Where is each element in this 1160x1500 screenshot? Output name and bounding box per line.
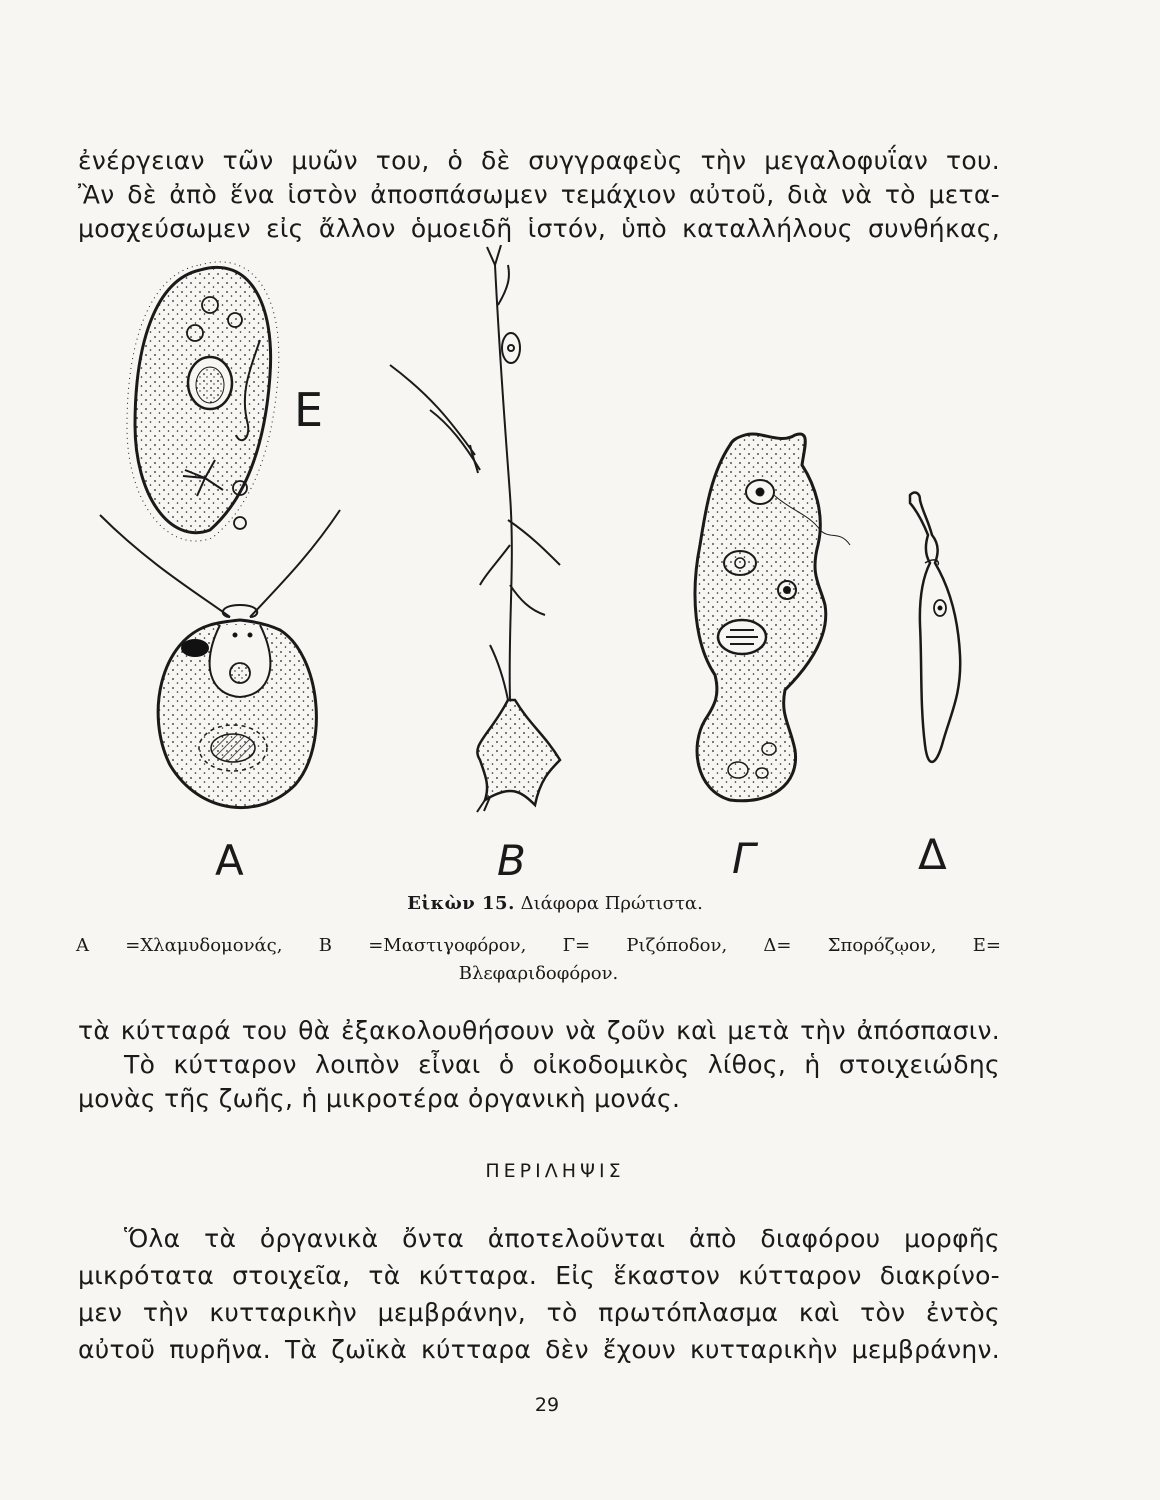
intro-line-3: μοσχεύσωμεν εἰς ἄλλον ὁμοειδῆ ἱστόν, ὑπὸ καταλλήλους συνθήκας,	[78, 214, 1000, 243]
intro-line-2: Ἂν δὲ ἀπὸ ἕνα ἱστὸν ἀποσπάσωμεν τεμάχιον αὐτοῦ, διὰ νὰ τὸ μετα-	[78, 180, 1000, 209]
figure-letter-g: Γ	[732, 834, 756, 883]
figure-legend	[76, 932, 1001, 988]
legend-line-2: Βλεφαριδοφόρον.	[458, 963, 619, 984]
mastigophoron-drawing	[390, 245, 560, 812]
protista-illustration	[90, 245, 1010, 895]
body-line-3: μονὰς τῆς ζωῆς, ἡ μικροτέρα ὀργανικὴ μονάς.	[78, 1084, 681, 1113]
ciliate-drawing	[127, 262, 279, 541]
caption-title: Διάφορα Πρώτιστα.	[520, 893, 703, 914]
summary-line-4: αὐτοῦ πυρῆνα. Τὰ ζωϊκὰ κύτταρα δὲν ἔχουν κυτταρικὴν μεμβράνην.	[78, 1335, 1000, 1364]
summary-heading: ΠΕΡΙΛΗΨΙΣ	[485, 1160, 625, 1182]
intro-paragraph	[78, 144, 1000, 246]
intro-line-1: ἐνέργειαν τῶν μυῶν του, ὁ δὲ συγγραφεὺς τὴν μεγαλοφυΐαν του.	[78, 146, 1000, 175]
chlamydomonas-drawing	[100, 510, 340, 808]
figure-letter-e: Ε	[294, 383, 324, 437]
figure-caption	[0, 893, 1110, 914]
summary-line-3: μεν τὴν κυτταρικὴν μεμβράνην, τὸ πρωτόπλασμα καὶ τὸν ἐντὸς	[78, 1298, 1000, 1327]
summary-line-2: μικρότατα στοιχεῖα, τὰ κύτταρα. Εἰς ἕκαστον κύτταρον διακρίνο-	[78, 1261, 1000, 1290]
body-paragraph	[78, 1014, 1000, 1116]
figure-letter-b: Β	[497, 836, 526, 885]
figure-letter-d: Δ	[918, 830, 947, 879]
body-line-1: τὰ κύτταρά του θὰ ἐξακολουθήσουν νὰ ζοῦν καὶ μετὰ τὴν ἀπόσπασιν.	[78, 1016, 1000, 1045]
sporozoon-drawing	[910, 493, 960, 762]
figure-letter-a: Α	[215, 836, 244, 885]
summary-line-1: Ὅλα τὰ ὀργανικὰ ὄντα ἀποτελοῦνται ἀπὸ διαφόρου μορφῆς	[124, 1224, 1000, 1253]
summary-paragraph	[78, 1220, 1000, 1368]
body-line-2: Τὸ κύτταρον λοιπὸν εἶναι ὁ οἰκοδομικὸς λίθος, ἡ στοιχειώδης	[124, 1050, 1000, 1079]
page-number: 29	[534, 1394, 560, 1416]
rhizopodon-drawing	[695, 434, 850, 801]
legend-line-1: Α =Χλαμυδομονάς, Β =Μαστιγοφόρον, Γ= Ριζόποδον, Δ= Σπορόζῳον, Ε=	[76, 935, 1001, 956]
caption-number: Εἰκὼν 15.	[407, 893, 515, 914]
